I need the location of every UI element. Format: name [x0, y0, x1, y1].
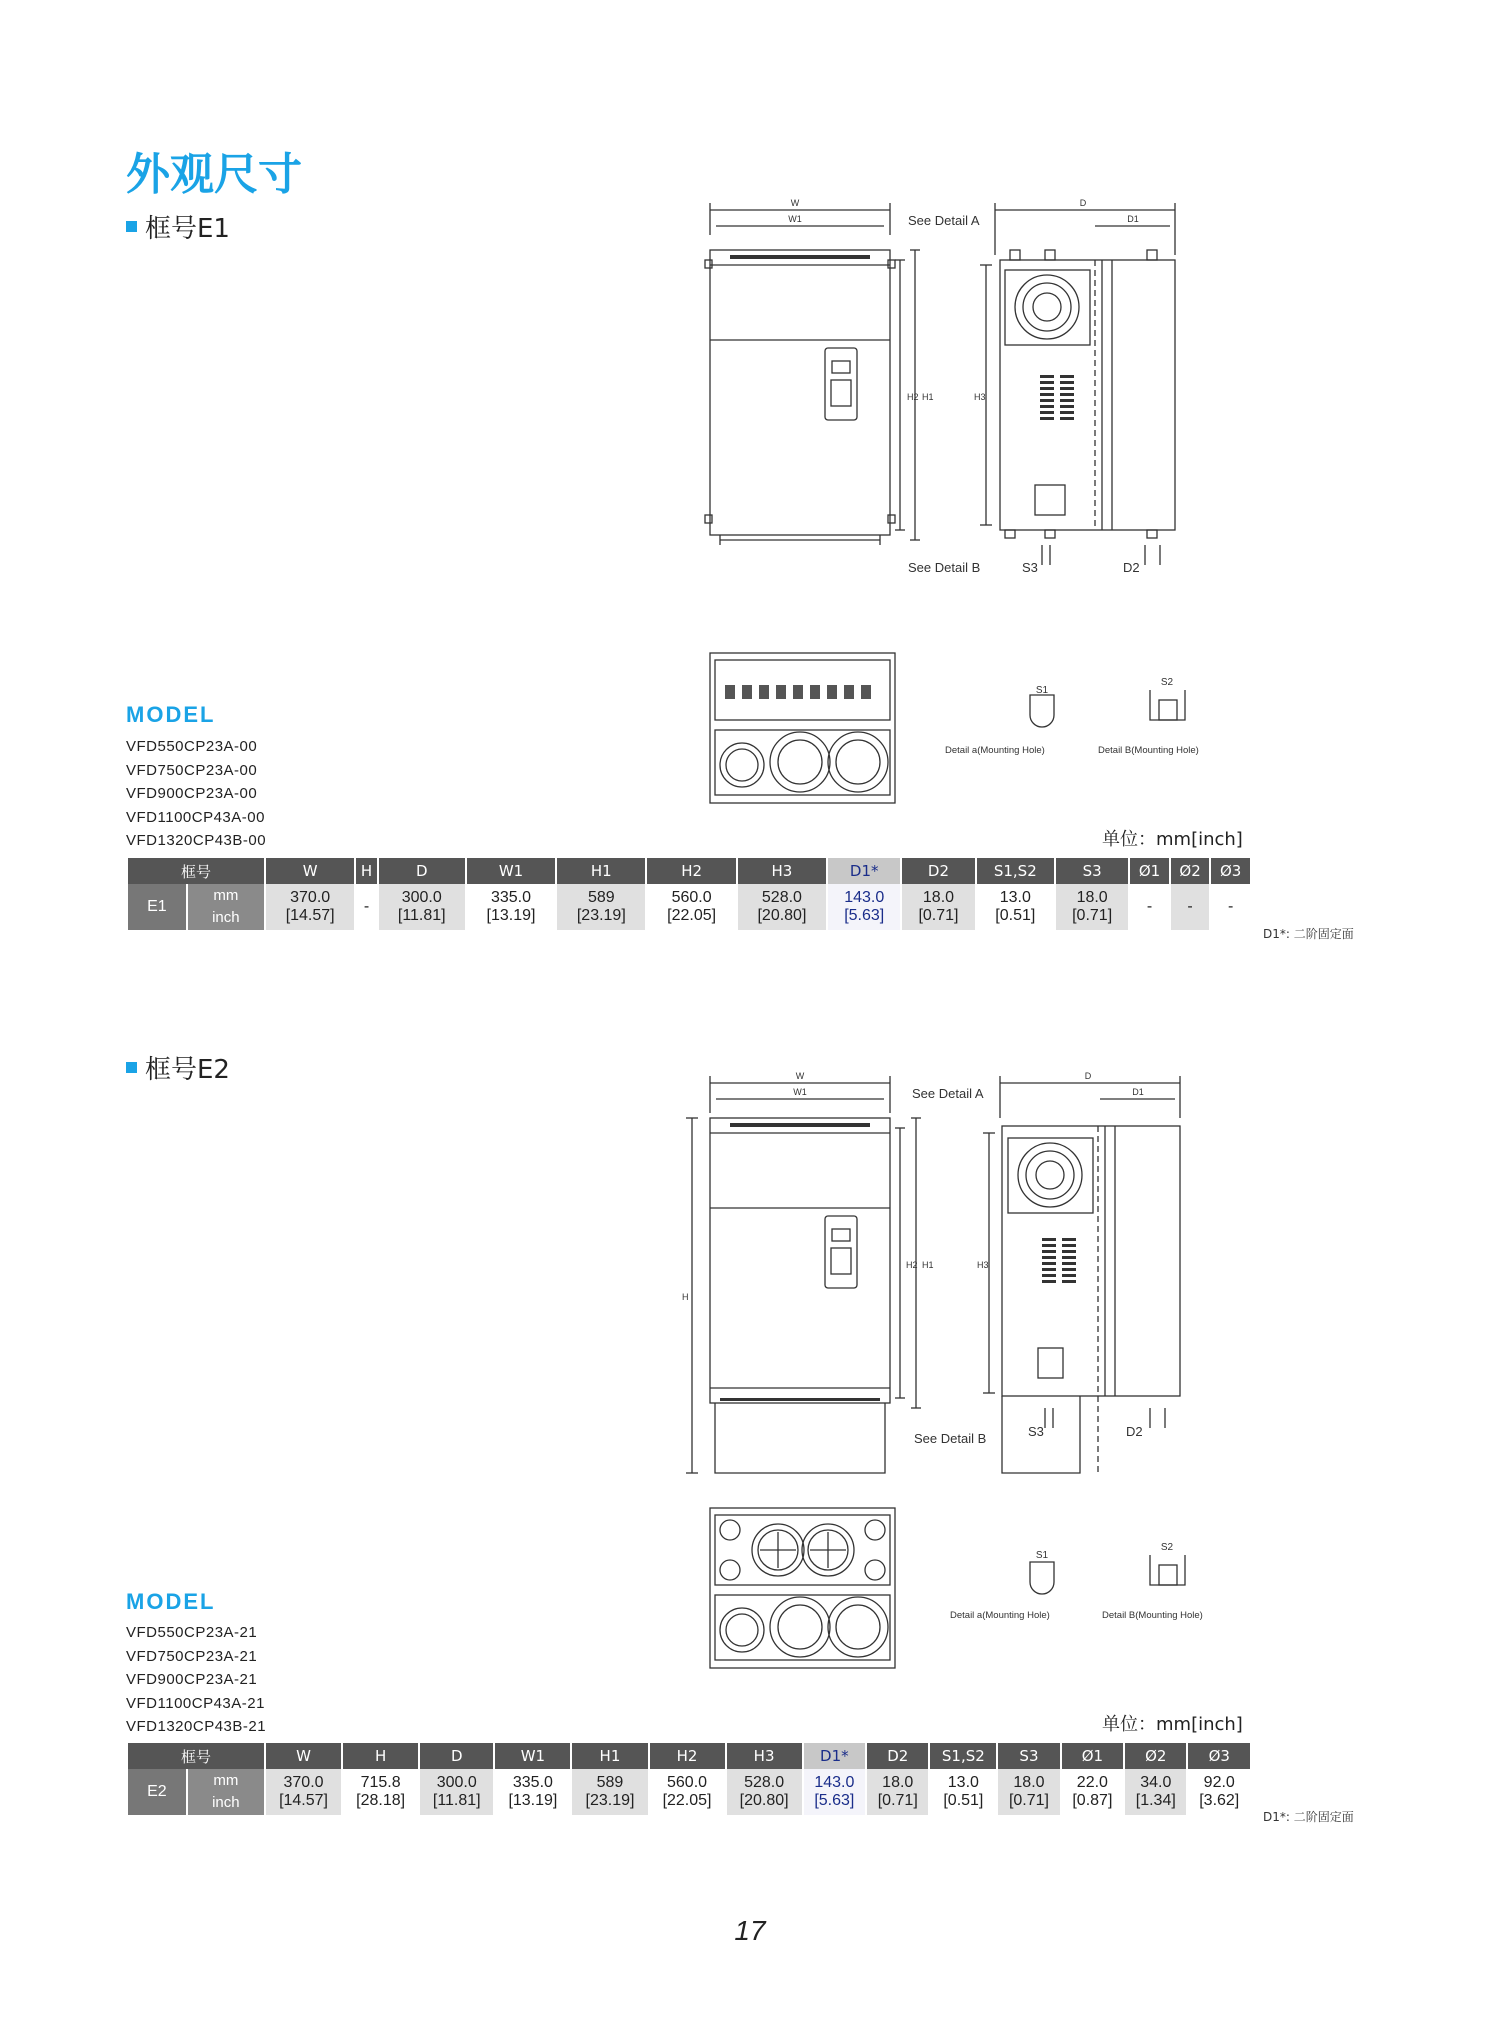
inch-value: [0.71] [918, 907, 959, 924]
e2-dim-s3-label: S3 [1028, 1424, 1044, 1439]
inch-value: [0.51] [995, 907, 1036, 924]
table-header: S3 [998, 1743, 1059, 1769]
mm-value: 560.0 [671, 889, 712, 906]
unit-inch: inch [212, 909, 240, 926]
table-header: S1,S2 [977, 858, 1054, 884]
inch-value: [20.80] [757, 907, 807, 924]
inch-value: [23.19] [585, 1792, 635, 1809]
inch-value: [0.71] [1008, 1792, 1049, 1809]
e1-see-detail-a: See Detail A [908, 213, 980, 228]
e1-bottom-view-drawing [700, 645, 1260, 815]
e2-model-heading: MODEL [126, 1589, 216, 1614]
table-header: H [356, 858, 376, 884]
e1-front-side-drawing [700, 195, 1260, 585]
value-cell-s3 [1056, 884, 1128, 930]
mm-value: 18.0 [882, 1774, 914, 1791]
value-cell-h2 [650, 1769, 725, 1815]
table-header: D1* [804, 1743, 865, 1769]
bullet-square-icon [126, 1062, 137, 1073]
inch-value: [0.71] [1072, 907, 1113, 924]
page-number: 17 [734, 1915, 766, 1946]
table-header: 框号 [128, 858, 264, 884]
e1-dim-d2-label: D2 [1123, 560, 1140, 575]
e1-model-item: VFD750CP23A-00 [126, 761, 258, 779]
frame-e2-title-text: 框号E2 [145, 1055, 230, 1085]
e1-dim-h1-label: H1 [922, 392, 934, 402]
table-row [128, 1769, 1250, 1815]
e2-dim-w-label: W [795, 1071, 805, 1081]
value-cell-w1 [467, 884, 555, 930]
value-cell-o1 [1062, 1769, 1123, 1815]
e2-bottom-view-drawing [700, 1500, 1260, 1675]
e1-model-item: VFD900CP23A-00 [126, 785, 258, 802]
value-cell-w [266, 1769, 341, 1815]
table-header: W1 [467, 858, 555, 884]
value-cell-h [356, 884, 376, 930]
bullet-square-icon [126, 221, 137, 232]
unit-cell [188, 1769, 264, 1815]
value-cell-o1 [1130, 884, 1169, 930]
e2-unit-label: 单位：mm[inch] [1102, 1714, 1243, 1735]
value-cell-w [266, 884, 354, 930]
e2-front-side-drawing [680, 1068, 1260, 1488]
table-header: W1 [495, 1743, 570, 1769]
inch-value: [0.71] [877, 1792, 918, 1809]
table-header: D [379, 858, 465, 884]
e1-dim-d-label: D [1079, 198, 1087, 208]
e1-model-list [126, 735, 266, 853]
table-header: 框号 [128, 1743, 264, 1769]
e1-dim-s3-label: S3 [1022, 560, 1038, 575]
e1-detail-b-caption: Detail B(Mounting Hole) [1098, 745, 1199, 756]
value-cell-h3 [727, 1769, 802, 1815]
e2-dim-h-label: H [682, 1292, 689, 1302]
e2-model-item: VFD1100CP43A-21 [126, 1694, 265, 1712]
e1-detail-a-caption: Detail a(Mounting Hole) [945, 745, 1045, 756]
e1-model-item: VFD550CP23A-00 [126, 738, 258, 755]
table-header: D1* [828, 858, 900, 884]
inch-value: [0.51] [943, 1792, 984, 1809]
value-cell-o3 [1211, 884, 1250, 930]
mm-value: 300.0 [436, 1774, 477, 1791]
frame-e2-title [126, 1049, 230, 1086]
inch-value: [14.57] [279, 1792, 328, 1809]
e1-dim-d1-label: D1 [1127, 214, 1139, 224]
table-header: D [420, 1743, 493, 1769]
e1-dim-h2-label: H2 [907, 392, 919, 402]
mm-value: 370.0 [283, 1774, 324, 1791]
table-header: Ø1 [1130, 858, 1169, 884]
table-header: H3 [727, 1743, 802, 1769]
e2-detail-s2-label: S2 [1160, 1542, 1174, 1553]
table-header: D2 [867, 1743, 928, 1769]
table-header: D2 [902, 858, 974, 884]
table-header: H3 [738, 858, 826, 884]
inch-value: [23.19] [576, 907, 626, 924]
inch-value: [11.81] [432, 1792, 481, 1809]
table-header: H1 [572, 1743, 647, 1769]
e2-note: D1*: 二阶固定面 [1263, 1810, 1354, 1824]
e2-dim-d-label: D [1084, 1071, 1092, 1081]
table-header: Ø1 [1062, 1743, 1123, 1769]
mm-value: - [1228, 898, 1234, 915]
mm-value: 18.0 [1013, 1774, 1045, 1791]
e1-model-item: VFD1320CP43B-00 [126, 832, 267, 849]
inch-value: [14.57] [285, 907, 335, 924]
e2-model-list [126, 1621, 266, 1739]
value-cell-h1 [557, 884, 645, 930]
mm-value: - [1187, 898, 1193, 915]
mm-value: 22.0 [1076, 1774, 1108, 1791]
inch-value: [5.63] [814, 1792, 855, 1809]
e2-detail-a-caption: Detail a(Mounting Hole) [950, 1610, 1050, 1621]
e2-model-item: VFD900CP23A-21 [126, 1671, 258, 1688]
e2-detail-s1-label: S1 [1035, 1550, 1049, 1561]
inch-value: [22.05] [667, 907, 717, 924]
inch-value: [22.05] [662, 1792, 712, 1809]
value-cell-s1s2 [930, 1769, 996, 1815]
e2-dim-d1-label: D1 [1132, 1087, 1144, 1097]
frame-cell: E2 [128, 1769, 186, 1815]
mm-value: 18.0 [1076, 889, 1108, 906]
unit-inch: inch [212, 1794, 240, 1811]
mm-value: 589 [587, 889, 615, 906]
inch-value: [20.80] [739, 1792, 789, 1809]
table-header: H1 [557, 858, 645, 884]
e2-dimension-table [126, 1743, 1252, 1815]
inch-value: [3.62] [1199, 1792, 1240, 1809]
e1-dimension-table [126, 858, 1252, 930]
inch-value: [28.18] [356, 1792, 406, 1809]
e2-see-detail-b: See Detail B [914, 1431, 987, 1446]
table-header-row [128, 1743, 1250, 1769]
mm-value: 13.0 [947, 1774, 979, 1791]
inch-value: [1.34] [1135, 1792, 1176, 1809]
inch-value: [11.81] [397, 907, 446, 924]
inch-value: [0.87] [1072, 1792, 1113, 1809]
e2-model-item: VFD1320CP43B-21 [126, 1718, 267, 1735]
table-header: H [343, 1743, 418, 1769]
mm-value: 589 [596, 1774, 624, 1791]
value-cell-d1 [804, 1769, 865, 1815]
table-header: H2 [647, 858, 735, 884]
e1-model-heading: MODEL [126, 702, 216, 727]
table-header: W [266, 858, 354, 884]
e1-dim-w-label: W [790, 198, 800, 208]
e1-dim-h3-label: H3 [974, 392, 986, 402]
table-header: S1,S2 [930, 1743, 996, 1769]
e2-dim-h2-label: H2 [906, 1260, 918, 1270]
value-cell-h [343, 1769, 418, 1815]
table-header: W [266, 1743, 341, 1769]
e2-dim-d2-label: D2 [1126, 1424, 1143, 1439]
mm-value: 143.0 [844, 889, 885, 906]
value-cell-d [420, 1769, 493, 1815]
mm-value: 335.0 [490, 889, 532, 906]
table-header: S3 [1056, 858, 1128, 884]
unit-mm: mm [213, 887, 239, 904]
value-cell-o2 [1125, 1769, 1186, 1815]
value-cell-o2 [1171, 884, 1210, 930]
mm-value: - [1146, 898, 1153, 915]
inch-value: [13.19] [486, 907, 536, 924]
mm-value: 34.0 [1140, 1774, 1172, 1791]
unit-cell [188, 884, 264, 930]
value-cell-h1 [572, 1769, 647, 1815]
table-row [128, 884, 1250, 930]
mm-value: 715.8 [360, 1774, 401, 1791]
e2-dim-h3-label: H3 [977, 1260, 989, 1270]
mm-value: 300.0 [401, 889, 442, 906]
value-cell-d1 [828, 884, 900, 930]
value-cell-s3 [998, 1769, 1059, 1815]
inch-value: [5.63] [844, 907, 885, 924]
value-cell-h2 [647, 884, 735, 930]
value-cell-s1s2 [977, 884, 1054, 930]
e1-unit-label: 单位：mm[inch] [1102, 829, 1243, 850]
value-cell-o3 [1188, 1769, 1250, 1815]
mm-value: 528.0 [761, 889, 802, 906]
e1-note: D1*: 二阶固定面 [1263, 927, 1354, 941]
mm-value: 528.0 [744, 1774, 785, 1791]
mm-value: 560.0 [667, 1774, 708, 1791]
e1-model-item: VFD1100CP43A-00 [126, 808, 265, 826]
frame-e1-title-text: 框号E1 [145, 214, 230, 244]
mm-value: 13.0 [999, 889, 1031, 906]
unit-mm: mm [213, 1772, 239, 1789]
mm-value: 18.0 [922, 889, 955, 906]
table-header: Ø3 [1211, 858, 1250, 884]
table-header: Ø2 [1125, 1743, 1186, 1769]
table-header: H2 [650, 1743, 725, 1769]
inch-value: [13.19] [508, 1792, 558, 1809]
value-cell-h3 [738, 884, 826, 930]
e2-see-detail-a: See Detail A [912, 1086, 984, 1101]
table-header-row [128, 858, 1250, 884]
e1-detail-s1-label: S1 [1035, 685, 1049, 696]
mm-value: 335.0 [512, 1774, 553, 1791]
e2-detail-b-caption: Detail B(Mounting Hole) [1102, 1610, 1203, 1621]
e2-dim-h1-label: H1 [922, 1260, 934, 1270]
e1-see-detail-b: See Detail B [908, 560, 981, 575]
table-header: Ø2 [1171, 858, 1210, 884]
value-cell-w1 [495, 1769, 570, 1815]
e2-model-item: VFD550CP23A-21 [126, 1624, 258, 1641]
page-title: 外观尺寸 [126, 149, 302, 200]
frame-e1-title [126, 208, 230, 245]
mm-value: 143.0 [814, 1774, 855, 1791]
mm-value: 92.0 [1203, 1774, 1235, 1791]
frame-cell: E1 [128, 884, 186, 930]
mm-value: - [363, 898, 370, 915]
e1-dim-w1-label: W1 [788, 214, 802, 224]
table-header: Ø3 [1188, 1743, 1250, 1769]
e1-detail-s2-label: S2 [1160, 677, 1174, 688]
e2-dim-w1-label: W1 [793, 1087, 807, 1097]
e2-model-item: VFD750CP23A-21 [126, 1647, 258, 1665]
mm-value: 370.0 [290, 889, 331, 906]
value-cell-d2 [867, 1769, 928, 1815]
value-cell-d2 [902, 884, 974, 930]
value-cell-d [379, 884, 465, 930]
